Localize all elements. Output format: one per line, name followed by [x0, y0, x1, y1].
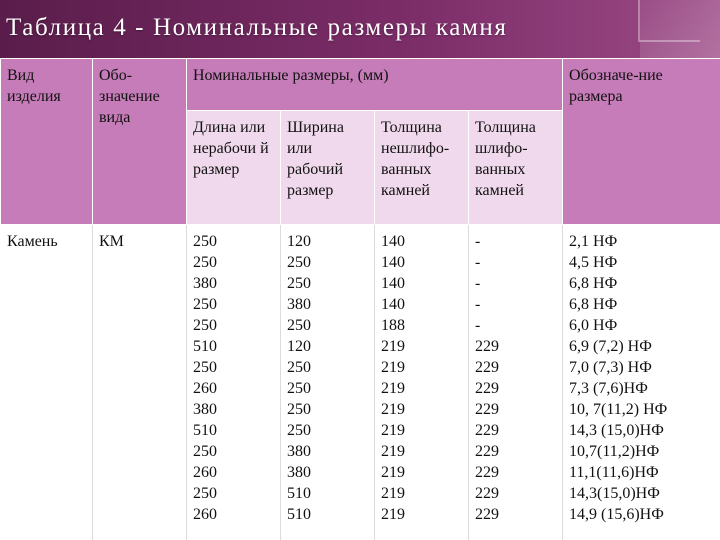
subheader-width: Ширина или рабочий размер	[281, 111, 375, 225]
value-item: -	[475, 254, 481, 271]
value-item: -	[475, 233, 481, 250]
value-item: 229	[475, 401, 499, 418]
value-item: 11,1(11,6)НФ	[569, 464, 659, 481]
value-item: 4,5 НФ	[569, 254, 618, 271]
value-item: 250	[287, 401, 311, 418]
value-item: 219	[381, 422, 405, 439]
value-item: 510	[193, 338, 217, 355]
value-item: 250	[287, 254, 311, 271]
cell-thickness-ground-values	[469, 225, 563, 540]
value-item: 380	[287, 296, 311, 313]
value-item: 250	[193, 485, 217, 502]
value-item: 6,8 НФ	[569, 296, 618, 313]
value-item: 229	[475, 422, 499, 439]
cell-width-values	[281, 225, 375, 540]
value-item: 219	[381, 506, 405, 523]
subheader-length: Длина или нерабочи й размер	[187, 111, 281, 225]
value-item: 140	[381, 233, 405, 250]
value-item: 229	[475, 443, 499, 460]
value-item: 10,7(11,2)НФ	[569, 443, 660, 460]
value-item: 250	[287, 317, 311, 334]
title-bar	[0, 0, 720, 58]
value-item: 219	[381, 485, 405, 502]
cell-length-values	[187, 225, 281, 540]
value-item: 229	[475, 359, 499, 376]
value-item: 260	[193, 380, 217, 397]
value-item: 7,3 (7,6)НФ	[569, 380, 648, 397]
value-item: 250	[287, 380, 311, 397]
header-type-code: Обо-значение вида	[93, 59, 187, 225]
value-item: 10, 7(11,2) НФ	[569, 401, 668, 418]
value-item: -	[475, 275, 481, 292]
value-item: 510	[287, 485, 311, 502]
value-item: 140	[381, 296, 405, 313]
value-item: 188	[381, 317, 405, 334]
value-item: 260	[193, 506, 217, 523]
value-item: 250	[193, 233, 217, 250]
value-item: 6,8 НФ	[569, 275, 618, 292]
value-item: 380	[193, 275, 217, 292]
value-item: 120	[287, 233, 311, 250]
value-item: 250	[193, 443, 217, 460]
value-item: 140	[381, 254, 405, 271]
value-item: 229	[475, 506, 499, 523]
header-size-designation: Обозначе-ние размера	[563, 59, 720, 225]
cell-code: КМ	[93, 225, 187, 540]
value-item: -	[475, 296, 481, 313]
value-item: 510	[287, 506, 311, 523]
subheader-thickness-unground: Толщина нешлифо-ванных камней	[375, 111, 469, 225]
value-item: 219	[381, 401, 405, 418]
dimensions-table	[0, 58, 720, 540]
value-item: 510	[193, 422, 217, 439]
value-item: 140	[381, 275, 405, 292]
value-item: 250	[287, 422, 311, 439]
value-item: 219	[381, 359, 405, 376]
value-item: 6,9 (7,2) НФ	[569, 338, 652, 355]
value-item: 380	[287, 464, 311, 481]
value-item: 229	[475, 380, 499, 397]
value-item: 219	[381, 380, 405, 397]
cell-designation-values	[563, 225, 720, 540]
value-item: 14,9 (15,6)НФ	[569, 506, 664, 523]
value-item: 250	[287, 359, 311, 376]
value-item: 219	[381, 443, 405, 460]
cell-product: Камень	[1, 225, 93, 540]
value-item: 229	[475, 338, 499, 355]
value-item: 14,3 (15,0)НФ	[569, 422, 664, 439]
value-item: 229	[475, 485, 499, 502]
header-product-type: Вид изделия	[1, 59, 93, 225]
value-item: 250	[287, 275, 311, 292]
value-item: 380	[193, 401, 217, 418]
value-item: 2,1 НФ	[569, 233, 618, 250]
value-item: 14,3(15,0)НФ	[569, 485, 660, 502]
value-item: 250	[193, 296, 217, 313]
header-nominal-sizes: Номинальные размеры, (мм)	[187, 59, 563, 111]
value-item: 6,0 НФ	[569, 317, 618, 334]
value-item: 219	[381, 338, 405, 355]
value-item: 250	[193, 254, 217, 271]
page-title: Таблица 4 - Номинальные размеры камня	[6, 14, 508, 41]
value-item: 7,0 (7,3) НФ	[569, 359, 652, 376]
value-item: 250	[193, 317, 217, 334]
value-item: 120	[287, 338, 311, 355]
value-item: 219	[381, 464, 405, 481]
value-item: -	[475, 317, 481, 334]
value-item: 260	[193, 464, 217, 481]
value-item: 250	[193, 359, 217, 376]
subheader-thickness-ground: Толщина шлифо-ванных камней	[469, 111, 563, 225]
cell-thickness-unground-values	[375, 225, 469, 540]
value-item: 229	[475, 464, 499, 481]
value-item: 380	[287, 443, 311, 460]
